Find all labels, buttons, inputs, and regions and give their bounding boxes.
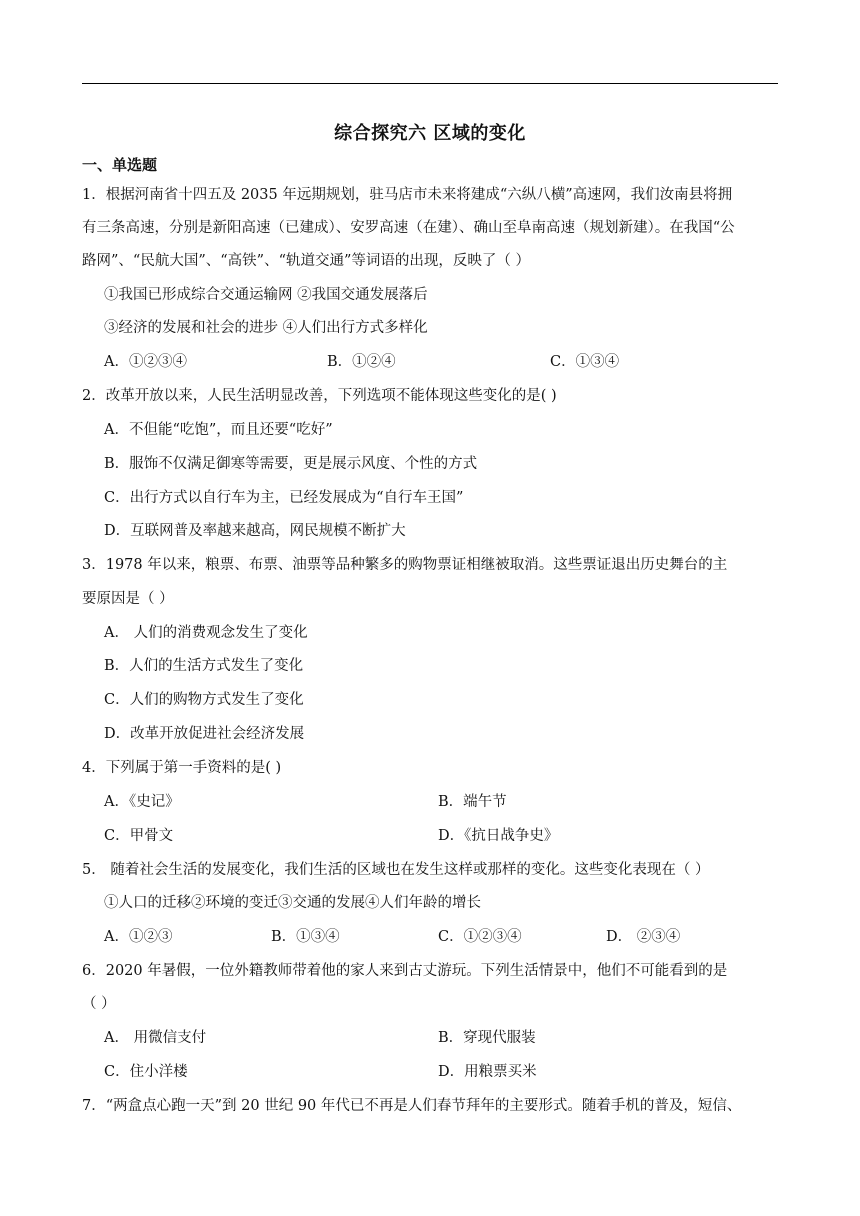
q6-option-b[interactable]: B．穿现代服装 (438, 1030, 536, 1046)
q1-statement-row-1: ①我国已形成综合交通运输网 ②我国交通发展落后 (104, 287, 428, 303)
q4-option-c[interactable]: C．甲骨文 (104, 828, 174, 844)
q6-option-a[interactable]: A． 用微信支付 (104, 1030, 207, 1046)
q7-stem: 7．“两盒点心跑一天”到 20 世纪 90 年代已不再是人们春节拜年的主要形式。随着手机的普及，短信、 (82, 1098, 742, 1114)
q6-option-d[interactable]: D．用粮票买米 (438, 1064, 537, 1080)
q1-stem-line-2: 有三条高速，分别是新阳高速（已建成）、安罗高速（在建）、确山至阜南高速（规划新建）。在我国“公 (82, 220, 735, 236)
q3-option-b[interactable]: B．人们的生活方式发生了变化 (104, 658, 304, 674)
q3-stem-line-2: 要原因是（ ） (82, 591, 174, 607)
q6-stem-line-2: （ ） (82, 996, 116, 1012)
q1-option-c[interactable]: C．①③④ (550, 354, 620, 370)
header-rule (82, 83, 778, 84)
q4-option-b[interactable]: B．端午节 (438, 794, 507, 810)
q1-option-b[interactable]: B．①②④ (327, 354, 396, 370)
q2-stem: 2．改革开放以来，人民生活明显改善，下列选项不能体现这些变化的是( ) (82, 388, 557, 404)
q5-option-b[interactable]: B．①③④ (271, 929, 340, 945)
q2-option-c[interactable]: C．出行方式以自行车为主，已经发展成为“自行车王国” (104, 490, 464, 506)
q5-statements: ①人口的迁移②环境的变迁③交通的发展④人们年龄的增长 (104, 895, 481, 911)
q6-option-c[interactable]: C．住小洋楼 (104, 1064, 188, 1080)
q3-stem-line-1: 3．1978 年以来，粮票、布票、油票等品种繁多的购物票证相继被取消。这些票证退出历史舞台的主 (82, 557, 728, 573)
q5-option-c[interactable]: C．①②③④ (438, 929, 522, 945)
q1-option-a[interactable]: A．①②③④ (104, 354, 187, 370)
q4-option-d[interactable]: D．《抗日战争史》 (438, 828, 559, 844)
q1-stem-line-3: 路网”、“民航大国”、“高铁”、“轨道交通”等词语的出现，反映了（ ） (82, 253, 530, 269)
page-title: 综合探究六 区域的变化 (334, 123, 526, 144)
q3-option-c[interactable]: C．人们的购物方式发生了变化 (104, 692, 304, 708)
q1-stem-line-1: 1．根据河南省十四五及 2035 年远期规划，驻马店市未来将建成“六纵八横”高速网，我们汝南县将拥 (82, 187, 733, 203)
q4-stem: 4．下列属于第一手资料的是( ) (82, 760, 282, 776)
q2-option-d[interactable]: D．互联网普及率越来越高，网民规模不断扩大 (104, 523, 406, 539)
q3-option-d[interactable]: D．改革开放促进社会经济发展 (104, 726, 305, 742)
q5-option-d[interactable]: D． ②③④ (606, 929, 681, 945)
q3-option-a[interactable]: A． 人们的消费观念发生了变化 (104, 625, 308, 641)
q2-option-b[interactable]: B．服饰不仅满足御寒等需要，更是展示风度、个性的方式 (104, 456, 478, 472)
q5-stem: 5． 随着社会生活的发展变化，我们生活的区域也在发生这样或那样的变化。这些变化表现在（ ） (82, 862, 710, 878)
q4-option-a[interactable]: A．《史记》 (104, 794, 180, 810)
q5-option-a[interactable]: A．①②③ (104, 929, 173, 945)
q1-statement-row-2: ③经济的发展和社会的进步 ④人们出行方式多样化 (104, 320, 428, 336)
section-heading: 一、单选题 (82, 156, 158, 174)
q2-option-a[interactable]: A．不但能“吃饱”，而且还要“吃好” (104, 422, 333, 438)
q6-stem-line-1: 6．2020 年暑假，一位外籍教师带着他的家人来到古丈游玩。下列生活情景中，他们不可能看到的是 (82, 963, 728, 979)
